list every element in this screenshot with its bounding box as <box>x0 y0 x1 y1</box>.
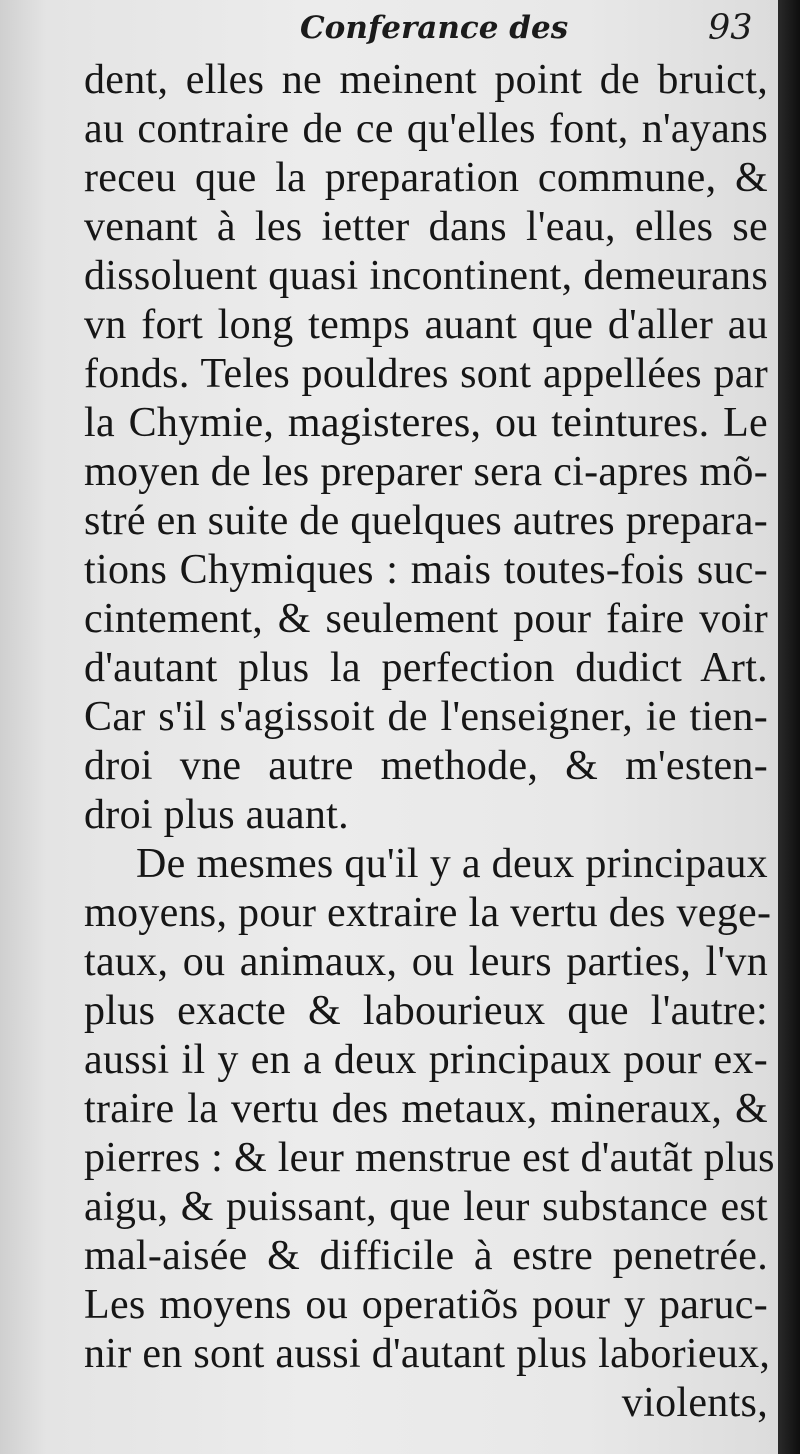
running-title: Conferance des <box>300 10 569 46</box>
page-gutter-shadow <box>778 0 800 1454</box>
text-line: nir en sont aussi d'autant plus laborieux, <box>84 1331 771 1377</box>
text-line: stré en suite de quelques autres prepara- <box>84 498 769 544</box>
text-line: moyens, pour extraire la vertu des vege- <box>84 890 772 936</box>
text-line: aigu, & puissant, que leur substance est <box>84 1184 768 1230</box>
text-block <box>84 56 775 1428</box>
text-line: De mesmes qu'il y a deux principaux <box>136 841 768 887</box>
text-line: receu que la preparation commune, & <box>84 155 768 201</box>
text-line: fonds. Teles pouldres sont appellées par <box>84 351 768 397</box>
text-line: cintement, & seulement pour faire voir <box>84 596 768 642</box>
text-line: au contraire de ce qu'elles font, n'ayans <box>84 106 768 152</box>
text-line: Les moyens ou operatiõs pour y paruc- <box>84 1282 768 1328</box>
paragraph-2 <box>84 840 775 1379</box>
text-line: moyen de les preparer sera ci-apres mõ- <box>84 449 768 495</box>
text-line: taux, ou animaux, ou leurs parties, l'vn <box>84 939 768 985</box>
text-line: venant à les ietter dans l'eau, elles se <box>84 204 768 250</box>
text-line: la Chymie, magisteres, ou teintures. Le <box>84 400 768 446</box>
text-line: pierres : & leur menstrue est d'autãt plus <box>84 1135 775 1181</box>
text-line: aussi il y en a deux principaux pour ex- <box>84 1037 768 1083</box>
text-line: droi plus auant. <box>84 792 349 838</box>
text-line: droi vne autre methode, & m'esten- <box>84 743 768 789</box>
text-line: d'autant plus la perfection dudict Art. <box>84 645 768 691</box>
text-line: dissoluent quasi incontinent, demeurans <box>84 253 768 299</box>
text-line: traire la vertu des metaux, mineraux, & <box>84 1086 768 1132</box>
text-line: plus exacte & labourieux que l'autre: <box>84 988 768 1034</box>
text-line: Car s'il s'agissoit de l'enseigner, ie tien- <box>84 694 768 740</box>
page-header <box>0 8 778 58</box>
text-line: tions Chymiques : mais toutes-fois suc- <box>84 547 768 593</box>
catchword: violents, <box>621 1380 768 1426</box>
text-line: vn fort long temps auant que d'aller au <box>84 302 768 348</box>
page-number: 93 <box>708 8 753 48</box>
text-line: dent, elles ne meinent point de bruict, <box>84 57 768 103</box>
text-line: mal-aisée & difficile à estre penetrée. <box>84 1233 768 1279</box>
paragraph-1 <box>84 56 768 840</box>
